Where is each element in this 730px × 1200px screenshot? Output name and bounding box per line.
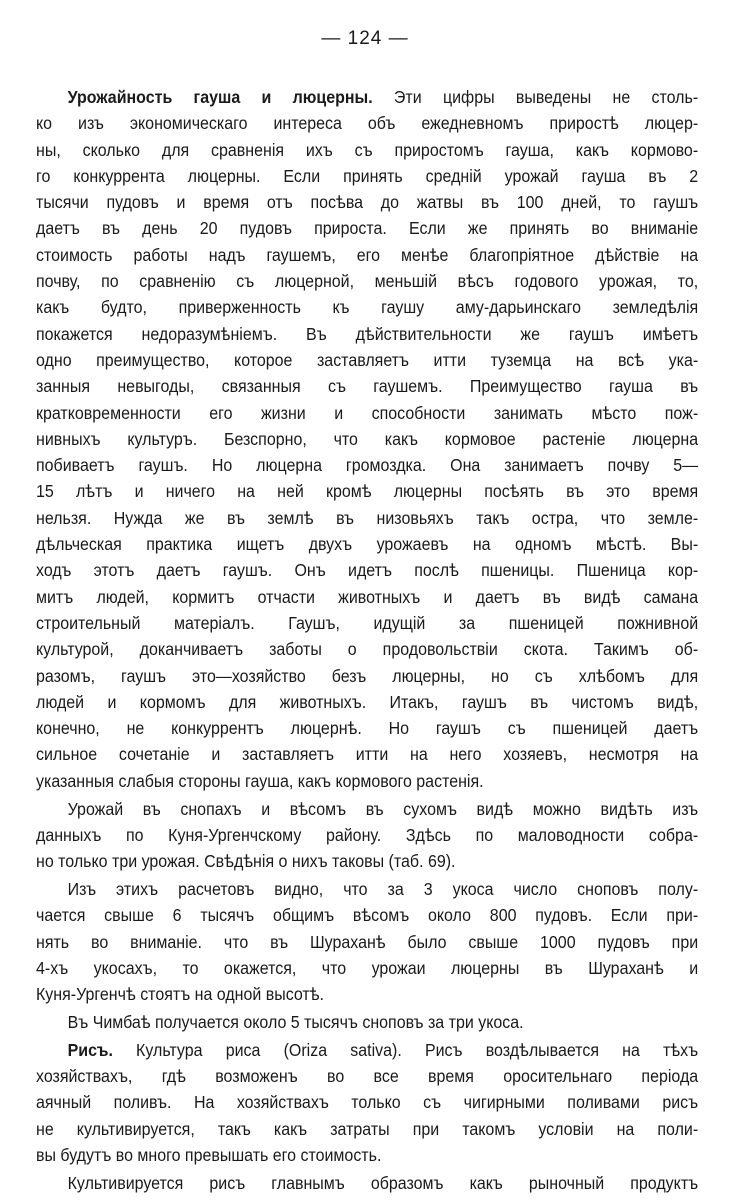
text-line: 15 лѣтъ и ничего на ней кромѣ люцерны посѣять въ это время [36, 481, 699, 502]
text-line: Урожайность гауша и люцерны. Эти цифры выведены не столь- [67, 87, 699, 107]
text-line: Въ Чимбаѣ получается около 5 тысячъ сноповъ за три укоса. [67, 1011, 524, 1032]
paragraph-gaush-lucerne [36, 84, 698, 794]
text-line: конечно, не конкуррентъ люцернѣ. Но гаушъ съ пшеницей даетъ [36, 718, 699, 739]
section-heading: Урожайность гауша и люцерны. [67, 87, 373, 107]
text-line: но только три урожая. Свѣдѣнія о нихъ таковы (таб. 69). [36, 851, 456, 872]
text-line: стоимость работы надъ гаушемъ, его менѣе благопріятное дѣйствіе на [36, 244, 699, 265]
text-line: культурой, доканчиваетъ заботы о продовольствіи скота. Такимъ об- [36, 639, 699, 660]
text-line: не культивируется, такъ какъ затраты при такомъ условіи на поли- [36, 1118, 699, 1139]
text-line: занныя невыгоды, связанныя съ гаушемъ. Преимущество гауша въ [36, 376, 699, 397]
text-line: аячный поливъ. На хозяйствахъ только съ чигирными поливами рисъ [36, 1092, 699, 1113]
text-line: нельзя. Нужда же въ землѣ въ низовьяхъ такъ остра, что земле- [36, 507, 699, 528]
text-line: дѣльческая практика ищетъ двухъ урожаевъ на одномъ мѣстѣ. Вы- [36, 534, 699, 555]
text-line: нять во вниманіе. что въ Шураханѣ было свыше 1000 пудовъ при [36, 931, 699, 952]
text-line: покажется недоразумѣніемъ. Въ дѣйствительности же гаушъ имѣетъ [36, 323, 699, 344]
paragraph-calculations [36, 876, 698, 1007]
text-line: Культивируется рисъ главнымъ образомъ какъ рыночный продуктъ [67, 1172, 699, 1193]
text-line: чается свыше 6 тысячъ общимъ вѣсомъ около 800 пудовъ. Если при- [36, 905, 699, 926]
text-line: разомъ, гаушъ это—хозяйство безъ люцерны, но съ хлѣбомъ для [36, 665, 699, 686]
text-line: побиваетъ гаушъ. Но люцерна громоздка. Она занимаетъ почву 5— [36, 455, 699, 476]
text-line: ко изъ экономическаго интереса объ ежедневномъ приростѣ люцер- [36, 113, 699, 134]
text-line: строительный матеріалъ. Гаушъ, идущій за пшеницей пожнивной [36, 612, 699, 633]
text-line: ны, сколько для сравненія ихъ съ приростомъ гауша, какъ кормово- [36, 139, 699, 160]
text-line: людей и кормомъ для животныхъ. Итакъ, гаушъ въ чистомъ видѣ, [36, 691, 699, 712]
text-line: какъ будто, приверженность къ гаушу аму-дарьинскаго земледѣлія [36, 297, 699, 318]
paragraph-chimbai [36, 1009, 698, 1035]
paragraph-rice-market [36, 1170, 698, 1196]
text-line: хозяйствахъ, гдѣ возможенъ во все время оросительнаго періода [36, 1065, 699, 1086]
paragraph-harvest-sheaves [36, 796, 698, 875]
text-line: нивныхъ культуръ. Безспорно, что какъ кормовое растеніе люцерна [36, 428, 699, 449]
text-line: Урожай въ снопахъ и вѣсомъ въ сухомъ видѣ можно видѣть изъ [67, 798, 699, 819]
text-line: Рисъ. Культура риса (Oriza sativa). Рисъ воздѣлывается на тѣхъ [67, 1039, 699, 1060]
paragraph-rice [36, 1037, 698, 1168]
text-line: тысячи пудовъ и время отъ посѣва до жатвы въ 100 дней, то гаушъ [36, 192, 699, 213]
text-line: вы будутъ во много превышать его стоимость. [36, 1144, 382, 1165]
text-line: ходъ этотъ даетъ гаушъ. Онъ идетъ послѣ пшеницы. Пшеница кор- [36, 560, 699, 581]
text-line: кратковременности его жизни и способности занимать мѣсто пож- [36, 402, 699, 423]
text-line: почву, по сравненію съ люцерной, меньшій вѣсъ годового урожая, то, [36, 271, 699, 292]
body-text [36, 84, 698, 1196]
text-line: Куня-Ургенчѣ стоятъ на одной высотѣ. [36, 984, 324, 1005]
text-line: митъ людей, кормитъ отчасти животныхъ и даетъ въ видѣ самана [36, 586, 699, 607]
text-line: сильное сочетаніе и заставляетъ итти на него хозяевъ, несмотря на [36, 744, 699, 765]
text-line: даетъ въ день 20 пудовъ прироста. Если же принять во вниманіе [36, 218, 699, 239]
section-heading: Рисъ. [67, 1039, 113, 1060]
text-line: одно преимущество, которое заставляетъ итти туземца на всѣ ука- [36, 349, 699, 370]
page-number: — 124 — [321, 28, 409, 49]
text-line: 4-хъ укосахъ, то окажется, что урожаи люцерны въ Шураханѣ и [36, 957, 699, 978]
text-line: го конкуррента люцерны. Если принять средній урожай гауша въ 2 [36, 165, 699, 186]
text-line: данныхъ по Куня-Ургенчскому району. Здѣсь по маловодности собра- [36, 824, 699, 845]
text-line: указанныя слабыя стороны гауша, какъ кормового растенія. [36, 770, 484, 791]
text-line: Изъ этихъ расчетовъ видно, что за 3 укоса число сноповъ полу- [67, 878, 699, 899]
